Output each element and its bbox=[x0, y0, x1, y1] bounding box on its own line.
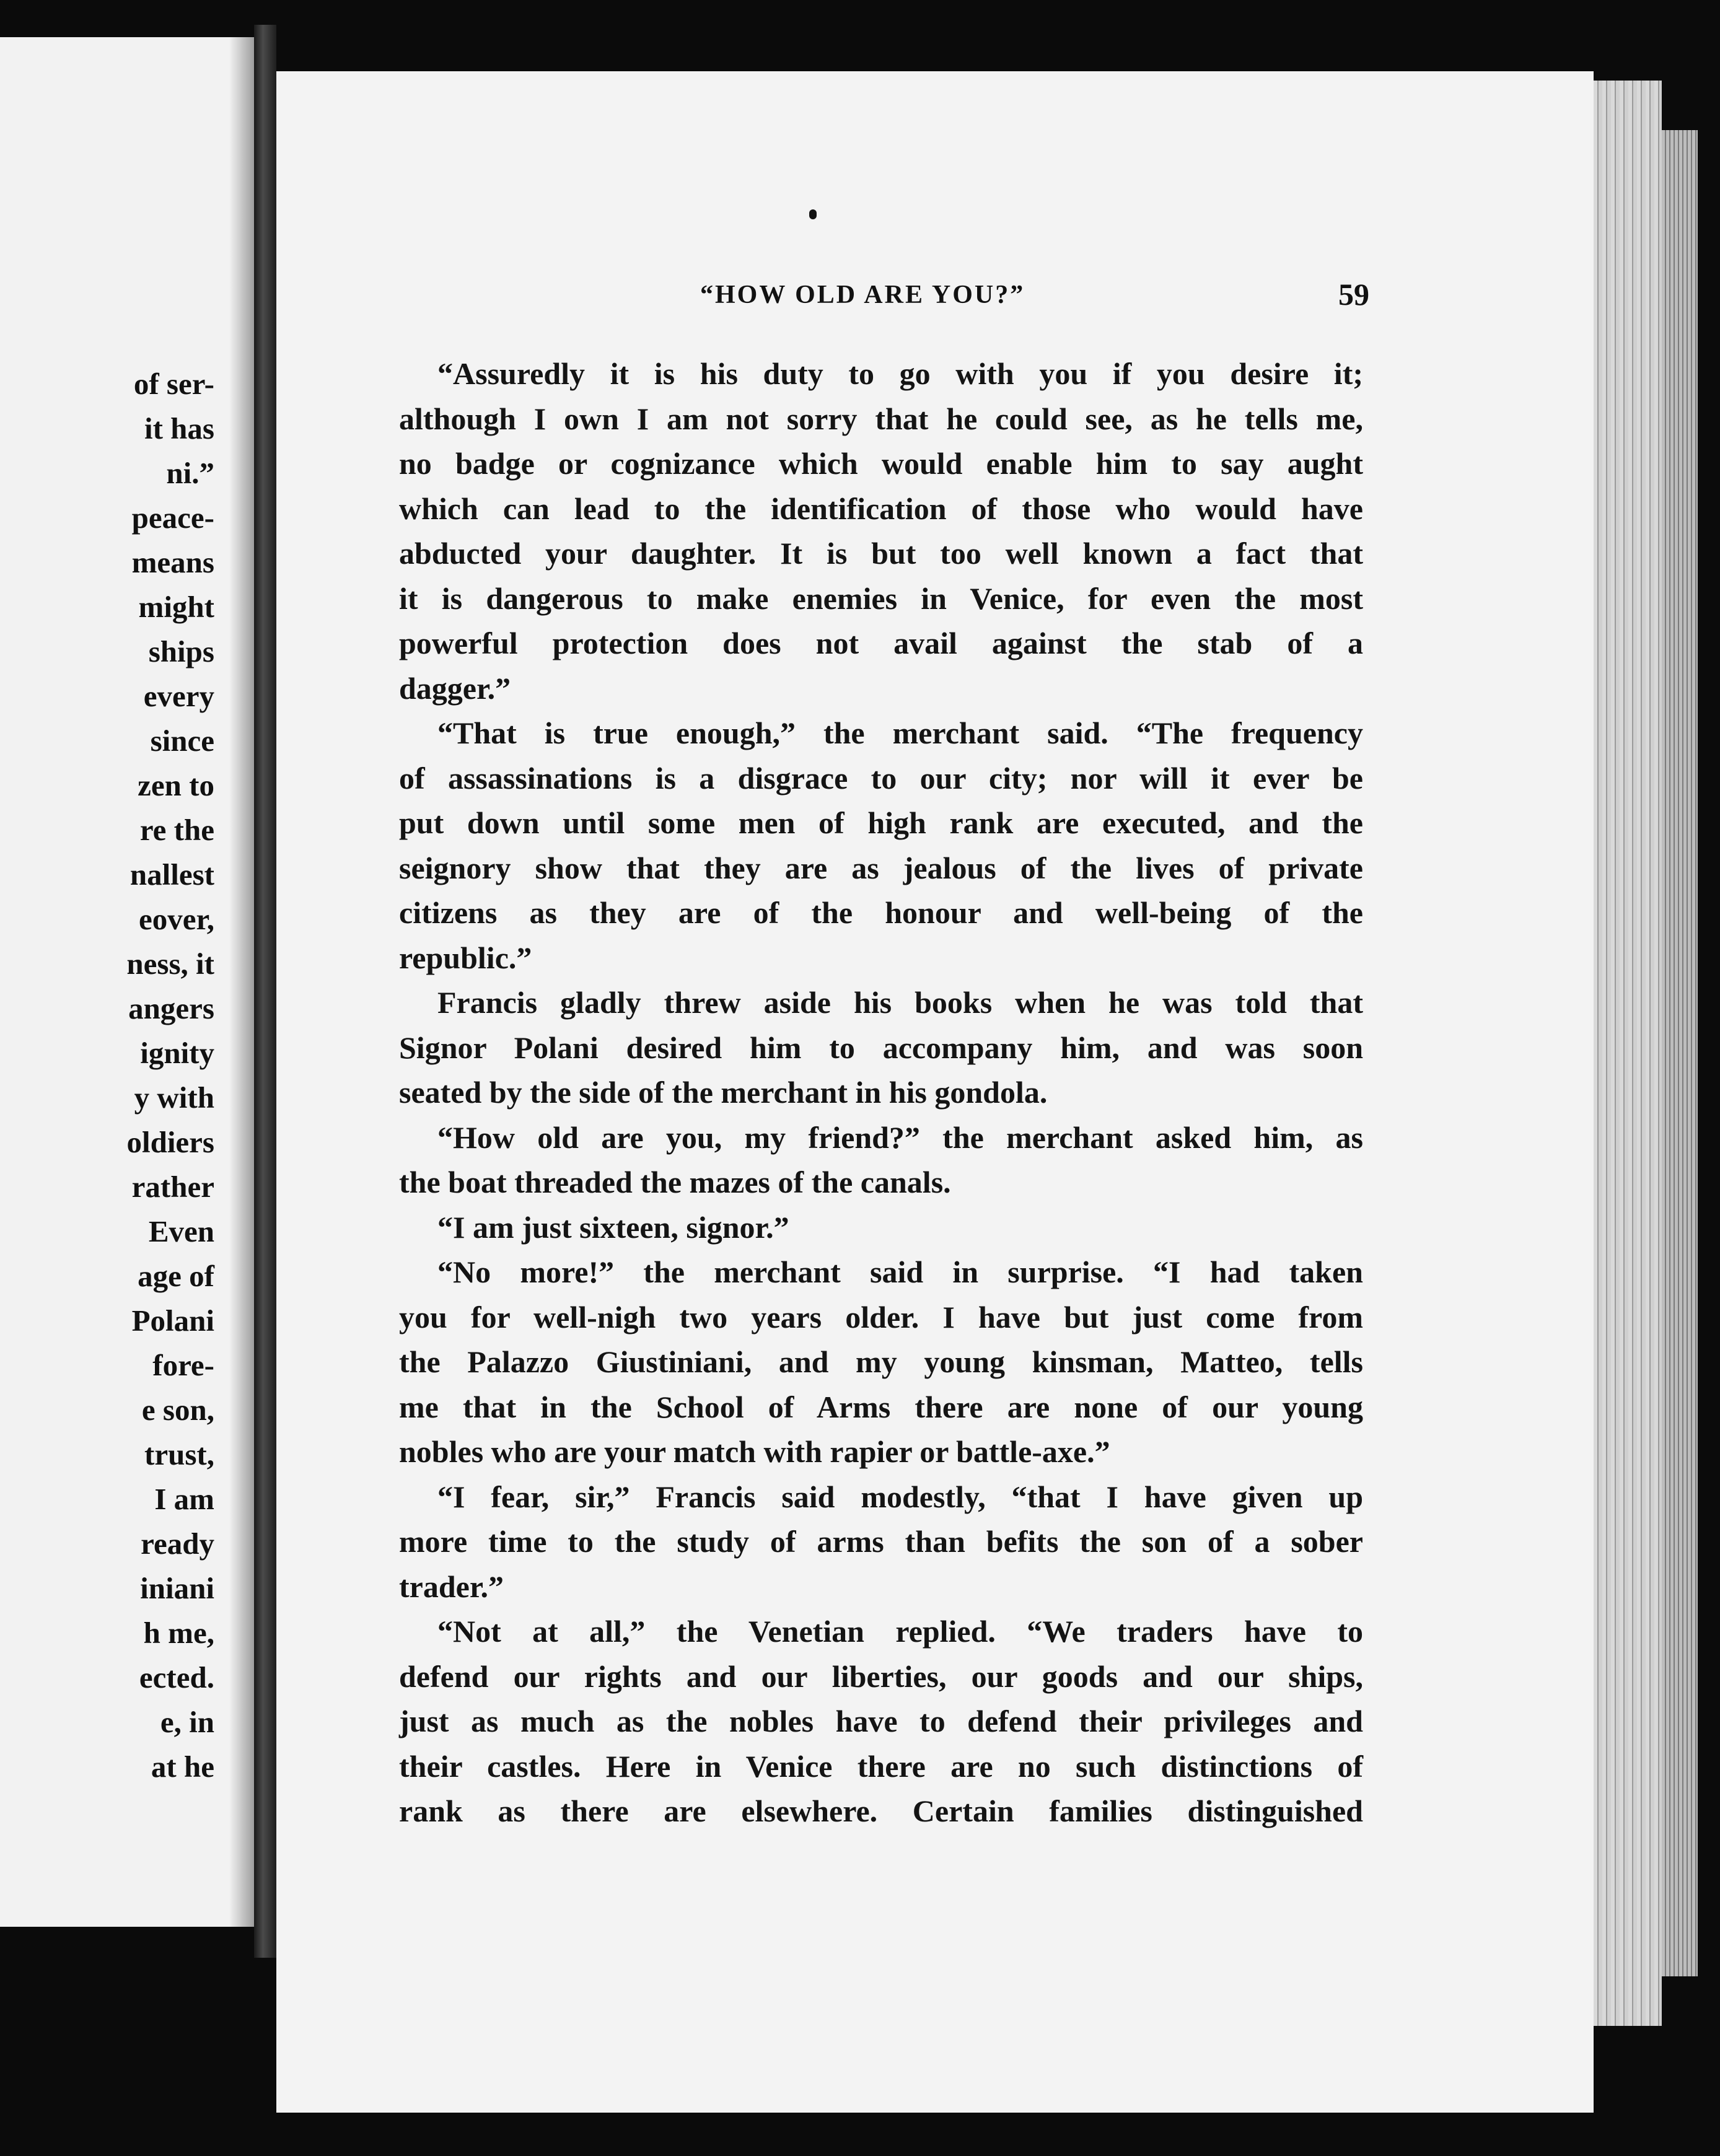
text-line: me that in the School of Arms there are none of our young bbox=[399, 1389, 1363, 1424]
text-line: which can lead to the identification of those who would have bbox=[399, 491, 1363, 526]
page-edges-back bbox=[1662, 130, 1698, 1976]
text-line: “I fear, sir,” Francis said modestly, “that I have given up bbox=[437, 1479, 1363, 1514]
left-line: rather bbox=[131, 1170, 214, 1204]
text-line: the boat threaded the mazes of the canals. bbox=[399, 1165, 951, 1199]
text-line: “Not at all,” the Venetian replied. “We traders have to bbox=[437, 1614, 1363, 1649]
left-page-text bbox=[126, 362, 214, 1789]
text-line: defend our rights and our liberties, our goods and our ships, bbox=[399, 1659, 1363, 1694]
left-line: ships bbox=[148, 634, 214, 668]
text-line: powerful protection does not avail against the stab of a bbox=[399, 626, 1363, 660]
text-line: Signor Polani desired him to accompany him, and was soon bbox=[399, 1030, 1363, 1065]
text-line: “No more!” the merchant said in surprise. “I had taken bbox=[437, 1255, 1363, 1289]
page-header bbox=[700, 277, 1369, 323]
left-line: h me, bbox=[143, 1616, 214, 1650]
left-line: fore- bbox=[152, 1348, 214, 1382]
text-line: more time to the study of arms than befits the son of a sober bbox=[399, 1524, 1363, 1559]
text-line: abducted your daughter. It is but too well known a fact that bbox=[399, 536, 1363, 571]
text-line: “I am just sixteen, signor.” bbox=[437, 1209, 789, 1245]
left-line: it has bbox=[144, 411, 214, 445]
text-line: their castles. Here in Venice there are no such distinctions of bbox=[399, 1748, 1363, 1784]
left-line: nallest bbox=[129, 857, 214, 892]
body-text bbox=[399, 351, 1363, 1834]
left-line: e son, bbox=[141, 1393, 214, 1427]
left-line: re the bbox=[139, 813, 214, 847]
text-line: you for well-nigh two years older. I have but just come from bbox=[399, 1299, 1363, 1334]
text-line: trader.” bbox=[399, 1569, 504, 1604]
text-line: the Palazzo Giustiniani, and my young kinsman, Matteo, tells bbox=[399, 1344, 1363, 1379]
text-line: republic.” bbox=[399, 940, 532, 975]
left-line: Polani bbox=[131, 1304, 214, 1338]
left-line: zen to bbox=[138, 768, 214, 802]
gutter-shadow bbox=[229, 37, 254, 1927]
left-line: angers bbox=[128, 991, 214, 1025]
text-line: “That is true enough,” the merchant said. “The frequency bbox=[437, 716, 1363, 750]
left-line: I am bbox=[154, 1482, 214, 1516]
text-line: put down until some men of high rank are executed, and the bbox=[399, 805, 1363, 840]
left-line: since bbox=[150, 724, 214, 758]
left-line: trust, bbox=[144, 1437, 214, 1471]
page-number: 59 bbox=[1338, 277, 1369, 312]
text-line: seignory show that they are as jealous of the lives of private bbox=[399, 850, 1363, 885]
left-line: ness, it bbox=[126, 947, 214, 981]
left-line: ignity bbox=[140, 1036, 214, 1070]
text-line: citizens as they are of the honour and well-being of the bbox=[399, 895, 1363, 930]
left-line: eover, bbox=[139, 902, 214, 936]
text-line: just as much as the nobles have to defend their privileges and bbox=[399, 1704, 1363, 1738]
text-line: rank as there are elsewhere. Certain families distinguished bbox=[399, 1794, 1363, 1828]
left-page-partial bbox=[0, 37, 254, 1927]
left-line: peace- bbox=[131, 501, 214, 535]
left-line: of ser- bbox=[133, 367, 214, 401]
left-line: might bbox=[138, 590, 214, 624]
text-line: no badge or cognizance which would enable him to say aught bbox=[399, 446, 1363, 481]
left-line: ready bbox=[141, 1527, 214, 1561]
left-line: iniani bbox=[140, 1571, 214, 1605]
left-line: age of bbox=[138, 1259, 214, 1293]
ink-speck bbox=[809, 209, 817, 219]
left-line: Even bbox=[148, 1214, 214, 1248]
left-line: means bbox=[131, 545, 214, 579]
text-line: it is dangerous to make enemies in Venice, for even the most bbox=[399, 581, 1363, 616]
left-line: at he bbox=[151, 1750, 214, 1784]
text-line: nobles who are your match with rapier or battle-axe.” bbox=[399, 1434, 1110, 1469]
left-line: ected. bbox=[139, 1660, 214, 1694]
text-line: of assassinations is a disgrace to our city; nor will it ever be bbox=[399, 760, 1363, 795]
scan-bottom-edge bbox=[0, 2113, 1720, 2156]
left-line: ni.” bbox=[166, 456, 214, 490]
book-spine bbox=[254, 25, 276, 1958]
left-line: y with bbox=[134, 1080, 214, 1115]
page-edges bbox=[1594, 81, 1662, 2026]
left-line: oldiers bbox=[126, 1125, 214, 1159]
left-line: every bbox=[143, 679, 214, 713]
text-line: although I own I am not sorry that he could see, as he tells me, bbox=[399, 401, 1363, 436]
text-line: “Assuredly it is his duty to go with you if you desire it; bbox=[437, 356, 1363, 391]
text-line: seated by the side of the merchant in his gondola. bbox=[399, 1075, 1048, 1110]
running-head: “HOW OLD ARE YOU?” bbox=[700, 281, 1025, 309]
text-line: dagger.” bbox=[399, 670, 511, 706]
text-line: “How old are you, my friend?” the merchant asked him, as bbox=[437, 1120, 1363, 1155]
left-line: e, in bbox=[160, 1705, 214, 1739]
text-line: Francis gladly threw aside his books when he was told that bbox=[437, 985, 1363, 1020]
